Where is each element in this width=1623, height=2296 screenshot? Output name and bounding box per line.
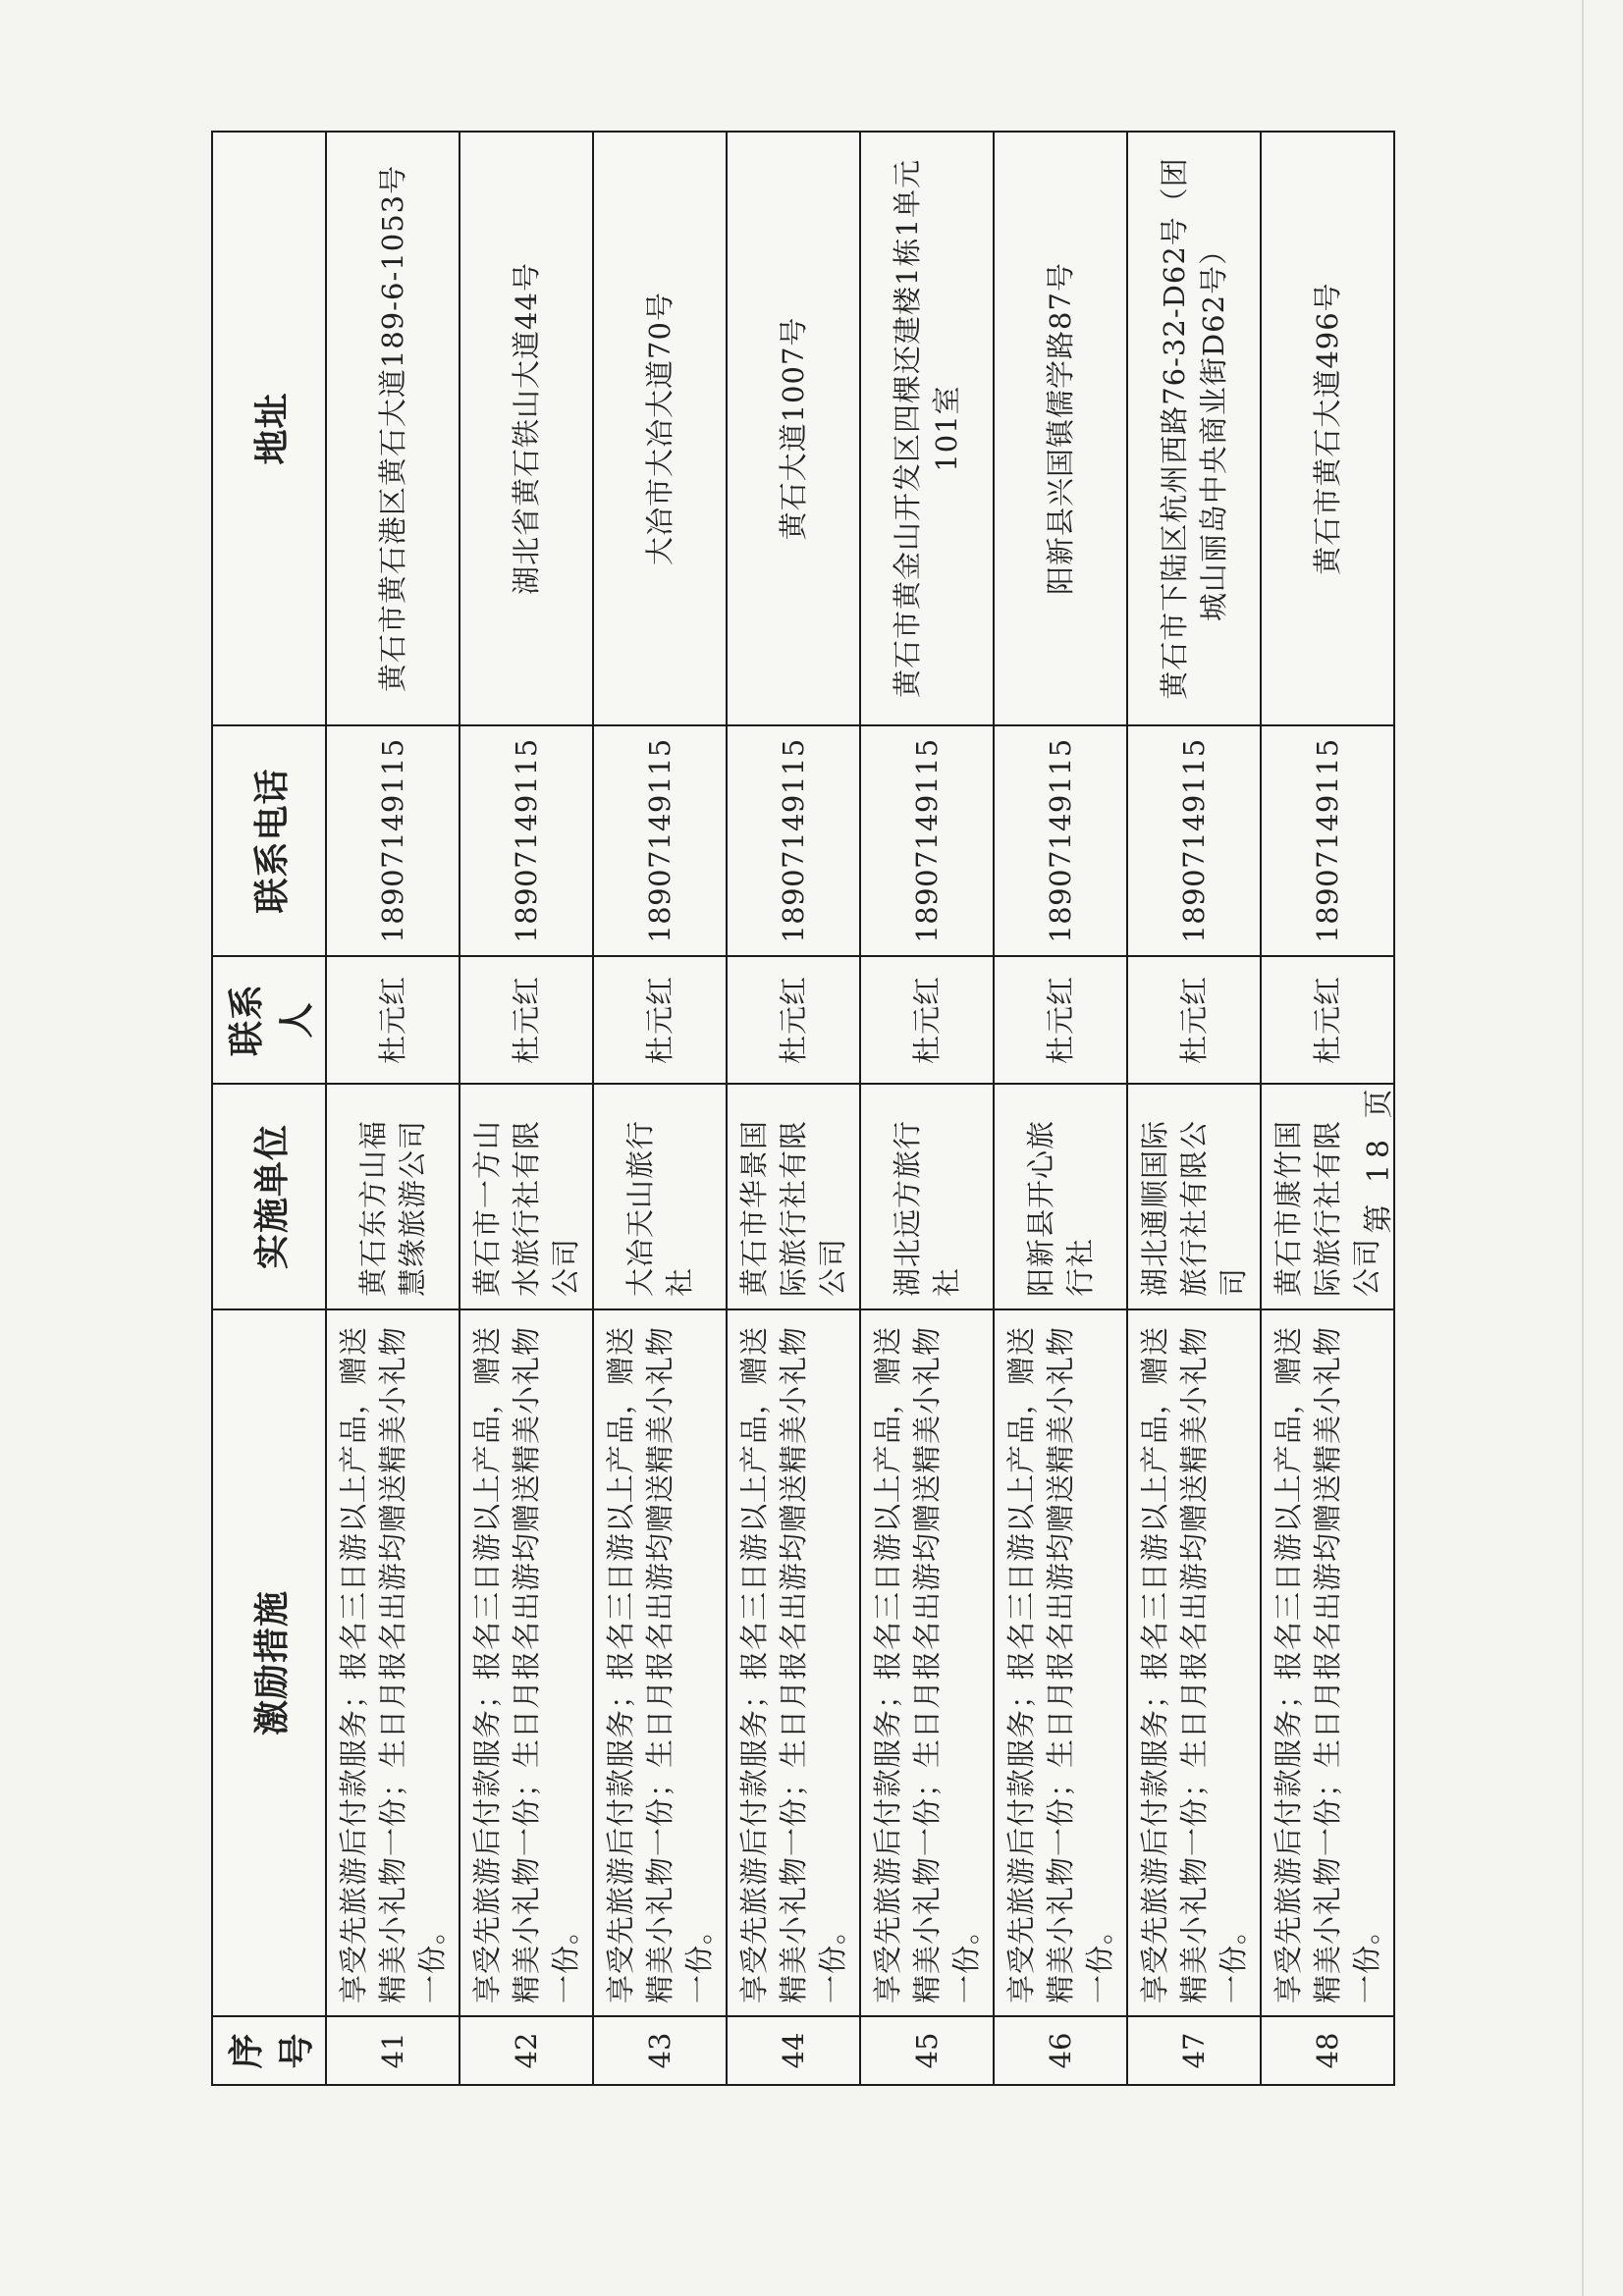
row-measure: 享受先旅游后付款服务；报名三日游以上产品，赠送精美小礼物一份；生日月报名出游均赠送精美小礼物一份。	[593, 1309, 727, 2016]
row-measure: 享受先旅游后付款服务；报名三日游以上产品，赠送精美小礼物一份；生日月报名出游均赠送精美小礼物一份。	[860, 1309, 994, 2016]
header-measure: 激励措施	[212, 1309, 326, 2016]
row-measure: 享受先旅游后付款服务；报名三日游以上产品，赠送精美小礼物一份；生日月报名出游均赠送精美小礼物一份。	[326, 1309, 460, 2016]
header-address: 地址	[212, 132, 326, 725]
header-phone: 联系电话	[212, 725, 326, 956]
row-unit: 湖北远方旅行社	[860, 1084, 994, 1309]
row-phone: 18907149115	[1127, 725, 1261, 956]
row-phone: 18907149115	[994, 725, 1127, 956]
row-contact: 杜元红	[1127, 956, 1261, 1084]
row-address: 阳新县兴国镇儒学路87号	[994, 132, 1127, 725]
row-address: 黄石市黄石大道496号	[1261, 132, 1394, 725]
incentive-table	[211, 131, 1395, 2086]
row-phone: 18907149115	[593, 725, 727, 956]
row-unit: 黄石市一方山水旅行社有限公司	[460, 1084, 593, 1309]
row-number: 48	[1261, 2016, 1394, 2085]
row-unit: 大冶天山旅行社	[593, 1084, 727, 1309]
table-row	[460, 132, 593, 2085]
row-unit: 黄石市康竹国际旅行社有限公司	[1261, 1084, 1394, 1309]
row-number: 46	[994, 2016, 1127, 2085]
header-unit: 实施单位	[212, 1084, 326, 1309]
row-phone: 18907149115	[860, 725, 994, 956]
row-unit: 黄石市华景国际旅行社有限公司	[727, 1084, 860, 1309]
header-no: 序号	[212, 2016, 326, 2085]
scan-edge	[1582, 0, 1584, 2296]
header-row	[212, 132, 326, 2085]
table-row	[994, 132, 1127, 2085]
row-contact: 杜元红	[994, 956, 1127, 1084]
table-row	[326, 132, 460, 2085]
row-phone: 18907149115	[1261, 725, 1394, 956]
row-number: 41	[326, 2016, 460, 2085]
row-measure: 享受先旅游后付款服务；报名三日游以上产品，赠送精美小礼物一份；生日月报名出游均赠送精美小礼物一份。	[1127, 1309, 1261, 2016]
row-address: 黄石市黄金山开发区四棵还建楼1栋1单元101室	[860, 132, 994, 725]
table-row	[593, 132, 727, 2085]
row-unit: 阳新县开心旅行社	[994, 1084, 1127, 1309]
row-address: 黄石市下陆区杭州西路76-32-D62号（团城山丽岛中央商业街D62号）	[1127, 132, 1261, 725]
row-contact: 杜元红	[1261, 956, 1394, 1084]
row-address: 湖北省黄石铁山大道44号	[460, 132, 593, 725]
row-contact: 杜元红	[593, 956, 727, 1084]
row-unit: 黄石东方山福慧缘旅游公司	[326, 1084, 460, 1309]
row-measure: 享受先旅游后付款服务；报名三日游以上产品，赠送精美小礼物一份；生日月报名出游均赠送精美小礼物一份。	[460, 1309, 593, 2016]
row-measure: 享受先旅游后付款服务；报名三日游以上产品，赠送精美小礼物一份；生日月报名出游均赠送精美小礼物一份。	[994, 1309, 1127, 2016]
row-number: 42	[460, 2016, 593, 2085]
row-contact: 杜元红	[460, 956, 593, 1084]
row-number: 45	[860, 2016, 994, 2085]
row-number: 47	[1127, 2016, 1261, 2085]
row-contact: 杜元红	[727, 956, 860, 1084]
row-contact: 杜元红	[326, 956, 460, 1084]
row-measure: 享受先旅游后付款服务；报名三日游以上产品，赠送精美小礼物一份；生日月报名出游均赠送精美小礼物一份。	[1261, 1309, 1394, 2016]
row-measure: 享受先旅游后付款服务；报名三日游以上产品，赠送精美小礼物一份；生日月报名出游均赠送精美小礼物一份。	[727, 1309, 860, 2016]
row-phone: 18907149115	[727, 725, 860, 956]
page-number: 第 18 页	[1362, 1083, 1396, 1234]
row-phone: 18907149115	[460, 725, 593, 956]
row-address: 黄石大道1007号	[727, 132, 860, 725]
table-row	[860, 132, 994, 2085]
table-row	[1127, 132, 1261, 2085]
row-unit: 湖北通顺国际旅行社有限公司	[1127, 1084, 1261, 1309]
row-contact: 杜元红	[860, 956, 994, 1084]
header-contact: 联系人	[212, 956, 326, 1084]
row-number: 44	[727, 2016, 860, 2085]
row-number: 43	[593, 2016, 727, 2085]
row-address: 大冶市大冶大道70号	[593, 132, 727, 725]
row-phone: 18907149115	[326, 725, 460, 956]
row-address: 黄石市黄石港区黄石大道189-6-1053号	[326, 132, 460, 725]
table-row	[727, 132, 860, 2085]
